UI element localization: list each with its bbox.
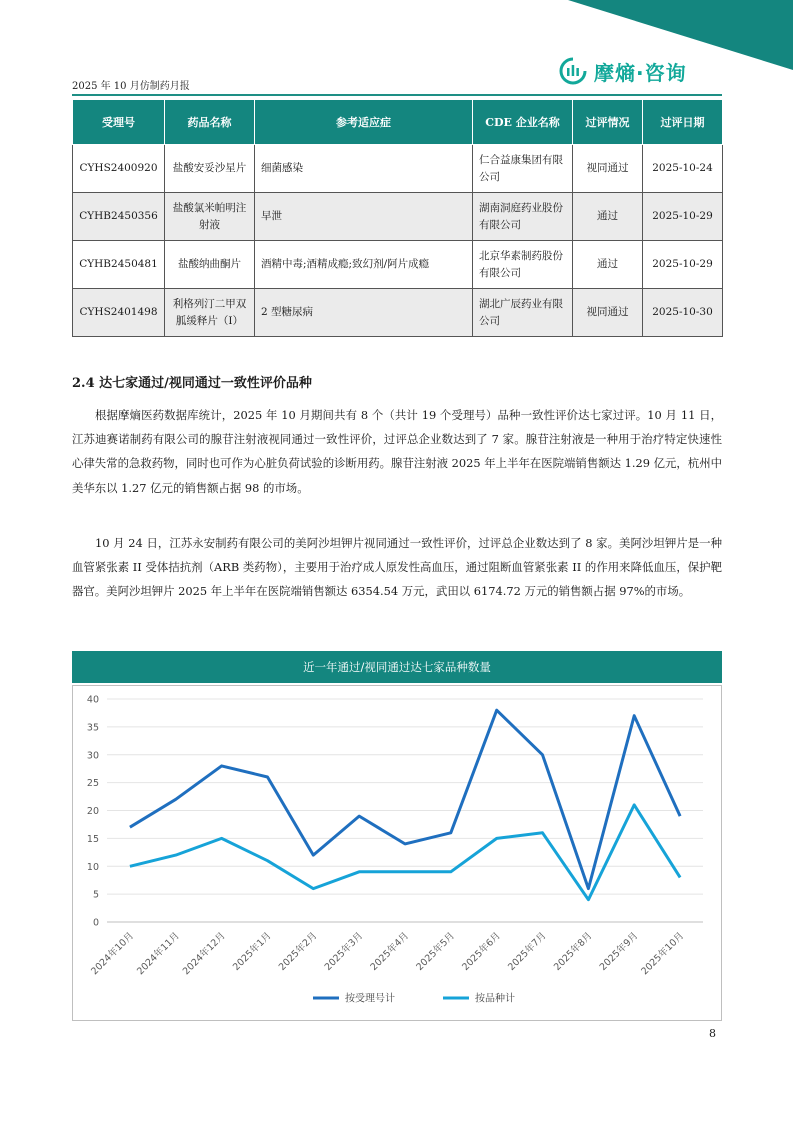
acceptance-number: CYHS2401498: [73, 289, 165, 337]
review-date: 2025-10-29: [643, 193, 723, 241]
column-header: 过评日期: [643, 100, 723, 145]
drug-name: 利格列汀二甲双胍缓释片（I）: [165, 289, 255, 337]
page-number: 8: [709, 1027, 716, 1040]
review-status: 通过: [573, 193, 643, 241]
review-date: 2025-10-29: [643, 241, 723, 289]
legend-label: 按受理号计: [345, 993, 395, 1005]
y-tick-label: 35: [86, 722, 99, 734]
chart-frame: [72, 685, 722, 1021]
body-paragraph: 根据摩熵医药数据库统计，2025 年 10 月期间共有 8 个（共计 19 个受理号）品种一致性评价达七家过评。10 月 11 日，江苏迪赛诺制药有限公司的腺苷注射液视同通过一致性评价，过评总企业数达到了 7 家。腺苷注射液是一种用于治疗特定快速性心律失常的急救药物，同时也可作为心脏负荷试验的诊断用药。腺苷注射液 2025 年上半年在医院端销售额达 1.29 亿元，杭州中美华东以 1.27 亿元的销售额占据 98 的市场。: [72, 408, 722, 495]
review-status: 视同通过: [573, 145, 643, 193]
body-paragraph: 10 月 24 日，江苏永安制药有限公司的美阿沙坦钾片视同通过一致性评价，过评总企业数达到了 8 家。美阿沙坦钾片是一种血管紧张素 II 受体拮抗剂（ARB 类药物），主要用于治疗成人原发性高血压，通过阻断血管紧张素 II 的作用来降低血压，保护靶器官。美阿沙坦钾片 2025 年上半年在医院端销售额达 6354.54 万元，武田以 6174.72 万元的销售额占据 97%的市场。: [72, 536, 722, 599]
x-tick-label: 2024年10月: [89, 930, 137, 978]
x-tick-label: 2025年9月: [597, 930, 641, 973]
y-tick-label: 20: [86, 806, 99, 817]
drug-name: 盐酸纳曲酮片: [165, 241, 255, 289]
table-row: [73, 145, 723, 193]
section-heading: 2.4 达七家通过/视同通过一致性评价品种: [72, 376, 312, 391]
column-header: 参考适应症: [255, 100, 473, 145]
chart-title: 近一年通过/视同通过达七家品种数量: [72, 651, 722, 683]
x-tick-label: 2024年12月: [180, 930, 228, 978]
x-tick-label: 2025年5月: [414, 930, 457, 973]
line-chart: [73, 686, 721, 1020]
legend-label: 按品种计: [475, 993, 515, 1005]
report-title: 2025 年 10 月仿制药月报: [72, 81, 190, 92]
x-tick-label: 2025年1月: [230, 930, 274, 973]
y-tick-label: 5: [92, 889, 99, 901]
y-tick-label: 25: [86, 778, 99, 790]
x-tick-label: 2025年3月: [322, 930, 366, 973]
drug-name: 盐酸安妥沙星片: [165, 145, 255, 193]
y-tick-label: 40: [86, 694, 99, 706]
acceptance-number: CYHB2450481: [73, 241, 165, 289]
table-row: [73, 289, 723, 337]
x-tick-label: 2025年10月: [639, 930, 687, 978]
acceptance-number: CYHB2450356: [73, 193, 165, 241]
review-status: 通过: [573, 241, 643, 289]
brand-name: 摩熵·咨询: [594, 60, 687, 85]
review-status: 视同通过: [573, 289, 643, 337]
brand-logo: [558, 56, 687, 86]
acceptance-number: CYHS2400920: [73, 145, 165, 193]
x-tick-label: 2025年4月: [368, 930, 412, 973]
column-header: 受理号: [73, 100, 165, 145]
brand-logo-icon: [558, 56, 588, 86]
column-header: CDE 企业名称: [473, 100, 573, 145]
company-name: 湖南洞庭药业股份有限公司: [473, 193, 573, 241]
x-tick-label: 2025年8月: [551, 930, 595, 973]
x-tick-label: 2025年7月: [506, 930, 549, 973]
review-date: 2025-10-24: [643, 145, 723, 193]
indication: 2 型糖尿病: [255, 289, 473, 337]
header-divider: [72, 94, 722, 96]
y-tick-label: 10: [86, 861, 99, 873]
column-header: 药品名称: [165, 100, 255, 145]
indication: 早泄: [255, 193, 473, 241]
review-date: 2025-10-30: [643, 289, 723, 337]
company-name: 北京华素制药股份有限公司: [473, 241, 573, 289]
y-tick-label: 30: [86, 750, 99, 762]
chart-container: [72, 651, 722, 1021]
indication: 细菌感染: [255, 145, 473, 193]
drug-name: 盐酸氯米帕明注射液: [165, 193, 255, 241]
table-row: [73, 241, 723, 289]
table-row: [73, 193, 723, 241]
company-name: 湖北广辰药业有限公司: [473, 289, 573, 337]
indication: 酒精中毒;酒精成瘾;致幻剂/阿片成瘾: [255, 241, 473, 289]
y-tick-label: 0: [92, 917, 99, 929]
table-header-row: [73, 100, 723, 145]
x-tick-label: 2025年2月: [276, 930, 320, 973]
approval-table: [72, 99, 723, 337]
company-name: 仁合益康集团有限公司: [473, 145, 573, 193]
y-tick-label: 15: [86, 833, 99, 845]
series-line: [130, 710, 680, 888]
column-header: 过评情况: [573, 100, 643, 145]
x-tick-label: 2024年11月: [135, 930, 182, 978]
x-tick-label: 2025年6月: [460, 930, 503, 973]
